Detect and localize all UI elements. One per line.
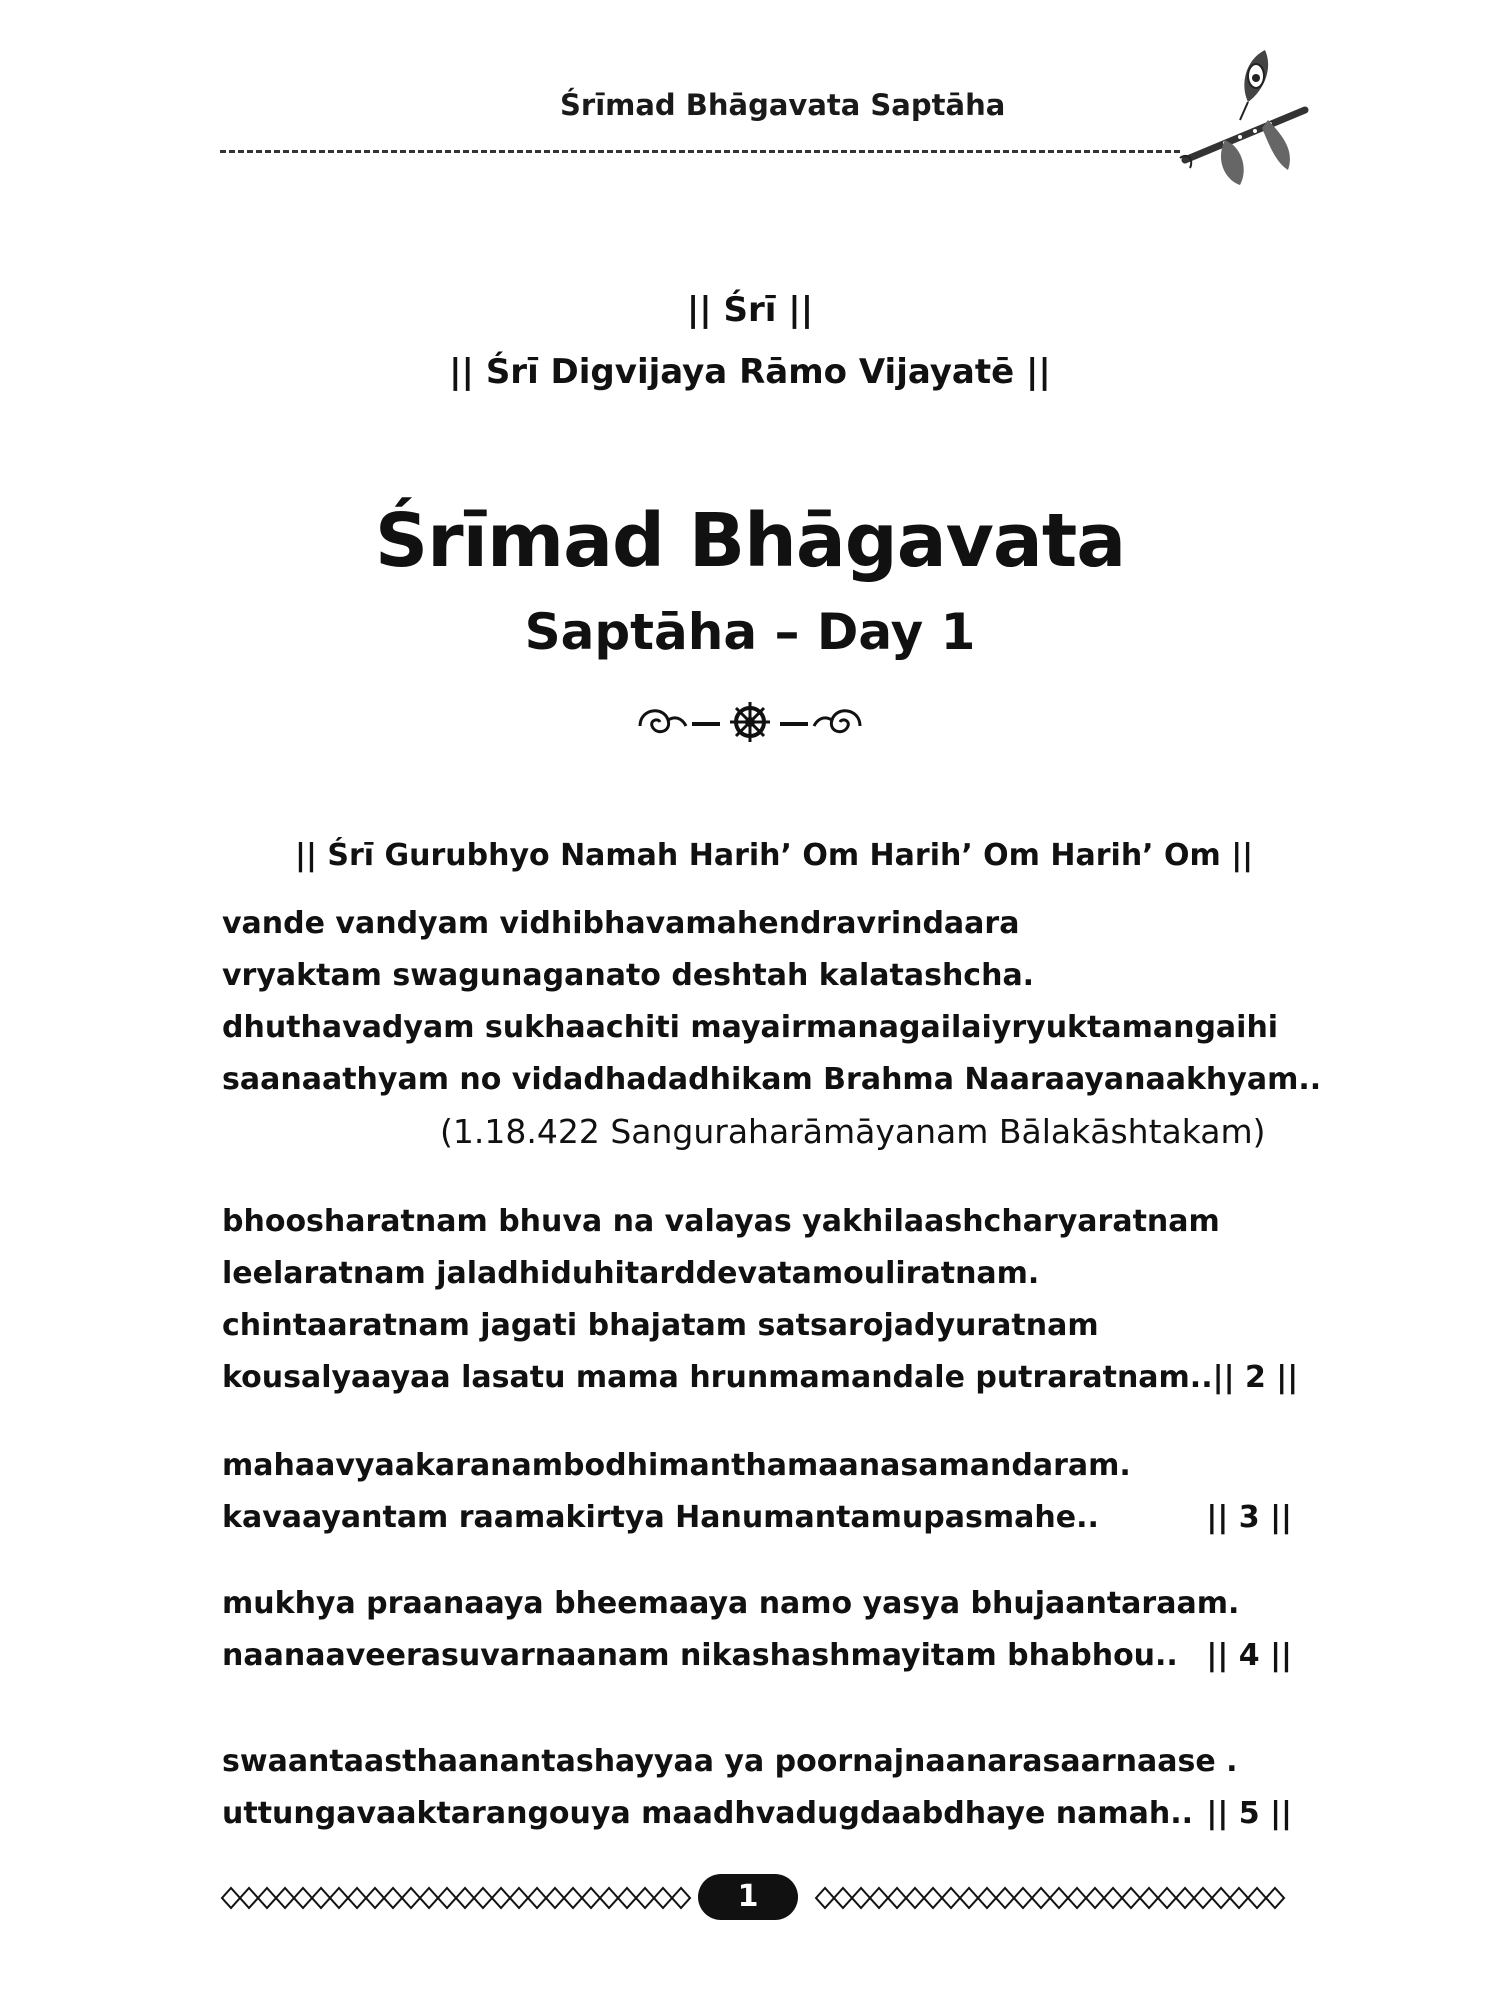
- verse-line: leelaratnam jaladhiduhitarddevatamouliratnam.: [222, 1256, 1040, 1291]
- page-number: 1: [698, 1874, 798, 1920]
- verse-1: [222, 898, 1322, 1106]
- verse-number: || 4 ||: [1206, 1638, 1292, 1673]
- verse-line: swaantaasthaanantashayyaa ya poornajnaanarasaarnaase .: [222, 1744, 1238, 1779]
- verse-line: naanaaveerasuvarnaanam nikashashmayitam bhabhou.. || 4 ||: [222, 1630, 1292, 1682]
- verse-line: vande vandyam vidhibhavamahendravrindaara: [222, 906, 1020, 941]
- guru-salutation: || Śrī Gurubhyo Namah Harih’ Om Harih’ Om Harih’ Om ||: [295, 838, 1254, 873]
- verse-line: mukhya praanaaya bheemaaya namo yasya bhujaantaraam.: [222, 1586, 1240, 1621]
- dharma-wheel-ornament-icon: [0, 692, 1500, 752]
- verse-line: kavaayantam raamakirtya Hanumantamupasmahe.. || 3 ||: [222, 1492, 1292, 1544]
- verse-line: chintaaratnam jagati bhajatam satsarojadyuratnam: [222, 1308, 1099, 1343]
- page-title: Śrīmad Bhāgavata: [374, 498, 1126, 584]
- header-dashed-rule: [220, 150, 1180, 153]
- flute-peacock-feather-icon: [1170, 40, 1310, 190]
- running-header-title: Śrīmad Bhāgavata Saptāha: [560, 88, 1006, 122]
- verse-5: [222, 1736, 1302, 1840]
- invocation-sri: || Śrī ||: [686, 290, 814, 330]
- verse-number: || 2 ||: [1212, 1360, 1299, 1395]
- verse-1-reference: (1.18.422 Sanguraharāmāyanam Bālakāshtakam): [440, 1112, 1266, 1151]
- verse-line: dhuthavadyam sukhaachiti mayairmanagailaiyryuktamangaihi: [222, 1010, 1279, 1045]
- verse-line: kousalyaayaa lasatu mama hrunmamandale putraratnam.. || 2 ||: [222, 1352, 1292, 1404]
- verse-line: mahaavyaakaranambodhimanthamaanasamandaram.: [222, 1448, 1131, 1483]
- page-footer: [218, 1868, 1288, 1928]
- verse-line: vryaktam swagunaganato deshtah kalatashcha.: [222, 958, 1035, 993]
- verse-number: || 5 ||: [1206, 1796, 1292, 1831]
- verse-line: uttungavaaktarangouya maadhvadugdaabdhaye namah.. || 5 ||: [222, 1788, 1292, 1840]
- verse-3: [222, 1440, 1302, 1544]
- verse-line: bhoosharatnam bhuva na valayas yakhilaashcharyaratnam: [222, 1204, 1220, 1239]
- verse-number: || 3 ||: [1206, 1500, 1292, 1535]
- verse-line: saanaathyam no vidadhadadhikam Brahma Naaraayanaakhyam..: [222, 1062, 1322, 1097]
- page-subtitle: Saptāha – Day 1: [524, 603, 976, 661]
- verse-4: [222, 1578, 1302, 1682]
- invocation-digvijaya: || Śrī Digvijaya Rāmo Vijayatē ||: [449, 352, 1051, 392]
- verse-2: [222, 1196, 1302, 1404]
